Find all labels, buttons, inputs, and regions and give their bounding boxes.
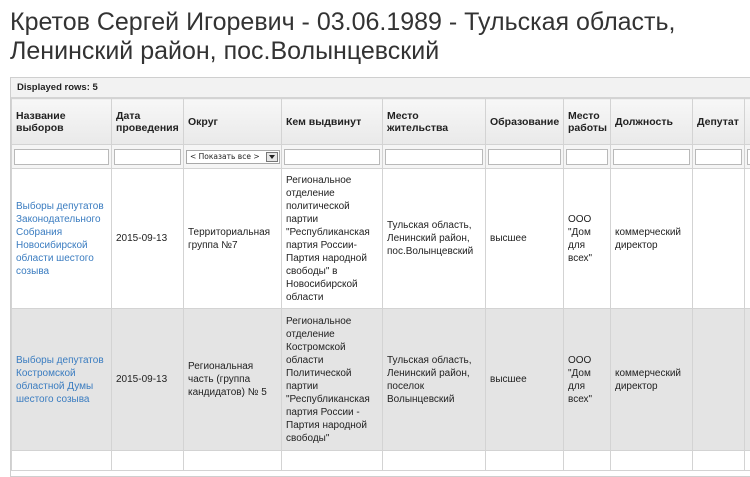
filter-district-select-value: < Показать все > — [190, 152, 260, 161]
filter-nominated-by-input[interactable] — [284, 149, 380, 165]
cell-deputy — [693, 169, 745, 309]
cell-extra — [745, 309, 750, 451]
candidate-grid — [10, 77, 750, 477]
column-header-deputy[interactable]: Депутат — [693, 99, 745, 145]
filter-workplace-input[interactable] — [566, 149, 608, 165]
cell-nominated-by: Региональное отделение Костромской области Политической партии "Республиканская партия России - Партия народной свободы" — [282, 309, 383, 451]
cell-nominated-by: Региональное отделение политической партии "Республиканская партия России- Партия народной свободы" в Новосибирской области — [282, 169, 383, 309]
cell-position: коммерческий директор — [611, 309, 693, 451]
cell-date: 2015-09-13 — [112, 169, 184, 309]
election-link[interactable]: Выборы депутатов Костромской областной Думы шестого созыва — [16, 355, 104, 405]
column-header-extra[interactable] — [745, 99, 750, 145]
column-header-district[interactable]: Округ — [184, 99, 282, 145]
cell-residence: Тульская область, Ленинский район, поселок Волынцевский — [383, 309, 486, 451]
cell-deputy — [693, 309, 745, 451]
header-row — [12, 99, 750, 145]
column-header-education[interactable]: Образование — [486, 99, 564, 145]
cell-position: коммерческий директор — [611, 169, 693, 309]
column-header-nominated-by[interactable]: Кем выдвинут — [282, 99, 383, 145]
election-link[interactable]: Выборы депутатов Законодательного Собрания Новосибирской области шестого созыва — [16, 201, 104, 277]
cell-district: Территориальная группа №7 — [184, 169, 282, 309]
filter-position-input[interactable] — [613, 149, 690, 165]
filter-residence-input[interactable] — [385, 149, 483, 165]
elections-table — [11, 98, 750, 471]
displayed-rows-status: Displayed rows: 5 — [11, 78, 750, 98]
filter-election-input[interactable] — [14, 149, 109, 165]
column-header-date[interactable]: Дата проведения — [112, 99, 184, 145]
filter-row — [12, 145, 750, 169]
column-header-workplace[interactable]: Место работы — [564, 99, 611, 145]
filter-deputy-input[interactable] — [695, 149, 742, 165]
cell-residence: Тульская область, Ленинский район, пос.Волынцевский — [383, 169, 486, 309]
cell-workplace: ООО "Дом для всех" — [564, 309, 611, 451]
page-title: Кретов Сергей Игоревич - 03.06.1989 - Тульская область, Ленинский район, пос.Волынцевский — [10, 8, 745, 66]
cell-education: высшее — [486, 309, 564, 451]
cell-education: высшее — [486, 169, 564, 309]
cell-workplace: ООО "Дом для всех" — [564, 169, 611, 309]
cell-extra — [745, 169, 750, 309]
cell-date: 2015-09-13 — [112, 309, 184, 451]
chevron-down-icon[interactable] — [266, 152, 278, 162]
column-header-election[interactable]: Название выборов — [12, 99, 112, 145]
column-header-residence[interactable]: Место жительства — [383, 99, 486, 145]
filter-education-input[interactable] — [488, 149, 561, 165]
filter-date-input[interactable] — [114, 149, 181, 165]
table-row — [12, 169, 750, 309]
table-row — [12, 309, 750, 451]
cell-district: Региональная часть (группа кандидатов) № 5 — [184, 309, 282, 451]
filter-district-select[interactable] — [186, 150, 280, 164]
table-row — [12, 451, 750, 471]
column-header-position[interactable]: Должность — [611, 99, 693, 145]
